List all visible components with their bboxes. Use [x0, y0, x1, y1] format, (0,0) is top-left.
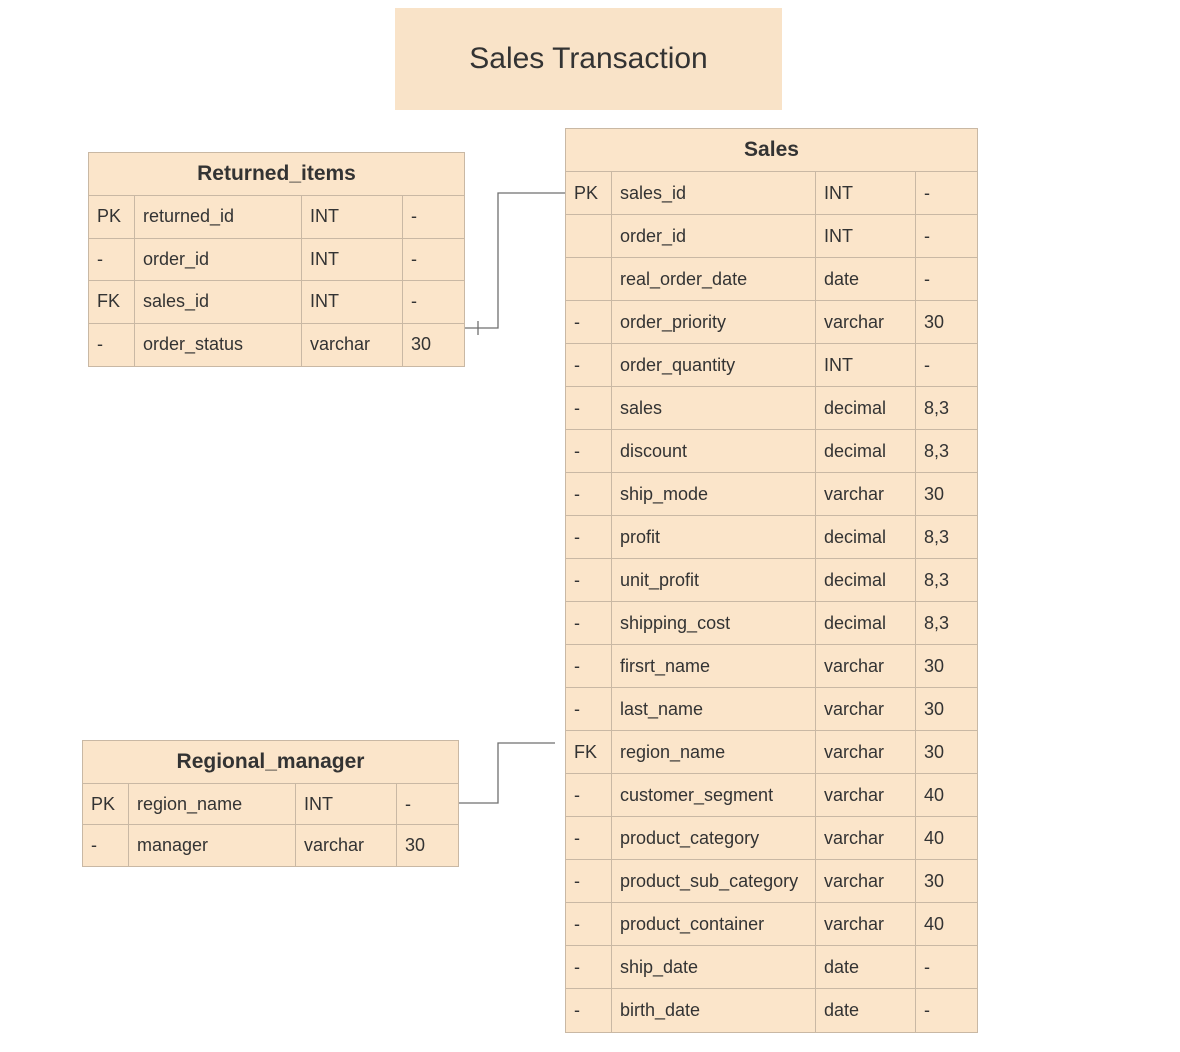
table-row — [566, 989, 977, 1032]
cell-type: varchar — [816, 903, 916, 945]
table-row — [89, 239, 464, 282]
table-row — [566, 473, 977, 516]
cell-field: ship_mode — [612, 473, 816, 515]
cell-field: sales_id — [612, 172, 816, 214]
table-row — [89, 324, 464, 367]
table-row — [566, 559, 977, 602]
cell-type: varchar — [302, 324, 403, 367]
table-row — [566, 430, 977, 473]
cell-field: real_order_date — [612, 258, 816, 300]
cell-size: 8,3 — [924, 612, 950, 633]
cell-key: FK — [89, 281, 135, 323]
cell-key: - — [83, 825, 129, 866]
cell-type: INT — [816, 215, 916, 257]
cell-type: decimal — [816, 559, 916, 601]
cell-field: unit_profit — [612, 559, 816, 601]
cell-type: INT — [302, 281, 403, 323]
cell-size: 30 — [924, 698, 945, 719]
cell-size: - — [924, 354, 930, 375]
cell-key: - — [566, 301, 612, 343]
cell-field: product_sub_category — [612, 860, 816, 902]
cell-key: - — [566, 946, 612, 988]
cell-type: date — [816, 258, 916, 300]
cell-type: decimal — [816, 516, 916, 558]
cell-field: order_status — [135, 324, 302, 367]
cell-field: sales — [612, 387, 816, 429]
cell-field: ship_date — [612, 946, 816, 988]
cell-type: varchar — [816, 473, 916, 515]
cell-type: INT — [296, 784, 397, 824]
cell-field: returned_id — [135, 196, 302, 238]
table-row — [566, 645, 977, 688]
table-row — [89, 196, 464, 239]
cell-field: order_priority — [612, 301, 816, 343]
cell-size: 30 — [411, 334, 432, 355]
cell-size: - — [924, 225, 930, 246]
cell-type: varchar — [296, 825, 397, 866]
connector-regional-manager-to-sales — [459, 743, 555, 803]
cell-field: sales_id — [135, 281, 302, 323]
cell-field: product_category — [612, 817, 816, 859]
cell-key — [566, 215, 612, 257]
cell-key: - — [566, 989, 612, 1032]
cell-key: PK — [566, 172, 612, 214]
cell-field: order_id — [612, 215, 816, 257]
cell-type: date — [816, 989, 916, 1032]
table-row — [566, 516, 977, 559]
cell-key: - — [566, 903, 612, 945]
cell-size: - — [924, 268, 930, 289]
cell-size: - — [924, 1000, 930, 1020]
cell-field: order_quantity — [612, 344, 816, 386]
cell-size: 8,3 — [924, 397, 950, 418]
cell-field: profit — [612, 516, 816, 558]
cell-key — [566, 258, 612, 300]
cell-type: varchar — [816, 817, 916, 859]
cell-size: 30 — [924, 870, 945, 891]
cell-key: PK — [89, 196, 135, 238]
entity-title: Returned_items — [89, 153, 464, 196]
cell-key: PK — [83, 784, 129, 824]
cell-key: - — [566, 860, 612, 902]
cell-key: - — [566, 473, 612, 515]
cell-field: region_name — [129, 784, 296, 824]
cell-size: 30 — [924, 311, 945, 332]
table-row — [566, 903, 977, 946]
cell-field: region_name — [612, 731, 816, 773]
table-row — [566, 301, 977, 344]
entity-rows — [83, 784, 458, 866]
table-row — [566, 387, 977, 430]
diagram-title: Sales Transaction — [395, 8, 782, 110]
cell-field: product_container — [612, 903, 816, 945]
cell-field: order_id — [135, 239, 302, 281]
cell-key: - — [566, 430, 612, 472]
table-row — [83, 784, 458, 825]
entity-returned-items — [88, 152, 465, 367]
cell-size: 8,3 — [924, 569, 950, 590]
cell-size: 8,3 — [924, 440, 950, 461]
cell-key: - — [566, 817, 612, 859]
table-row — [566, 946, 977, 989]
cell-key: - — [566, 645, 612, 687]
cell-field: shipping_cost — [612, 602, 816, 644]
cell-size: 30 — [405, 835, 426, 855]
table-row — [566, 602, 977, 645]
table-row — [566, 688, 977, 731]
cell-type: INT — [302, 239, 403, 281]
cell-size: 40 — [924, 827, 945, 848]
cell-size: - — [924, 182, 930, 203]
cell-size: - — [405, 793, 411, 814]
cell-key: - — [89, 239, 135, 281]
cell-key: - — [566, 602, 612, 644]
table-row — [89, 281, 464, 324]
cell-key: - — [89, 324, 135, 367]
cell-key: - — [566, 344, 612, 386]
table-row — [566, 344, 977, 387]
cell-type: INT — [816, 344, 916, 386]
cell-size: - — [924, 956, 930, 977]
entity-rows — [566, 172, 977, 1032]
cell-type: varchar — [816, 301, 916, 343]
cell-field: manager — [129, 825, 296, 866]
cell-field: birth_date — [612, 989, 816, 1032]
cell-type: varchar — [816, 731, 916, 773]
entity-title: Sales — [566, 129, 977, 172]
cell-key: - — [566, 559, 612, 601]
cell-type: decimal — [816, 430, 916, 472]
entity-sales — [565, 128, 978, 1033]
table-row — [566, 774, 977, 817]
cell-type: INT — [302, 196, 403, 238]
cell-key: FK — [566, 731, 612, 773]
cell-field: firsrt_name — [612, 645, 816, 687]
cell-size: - — [411, 248, 417, 269]
table-row — [83, 825, 458, 866]
cell-type: date — [816, 946, 916, 988]
cell-key: - — [566, 688, 612, 730]
table-row — [566, 817, 977, 860]
table-row — [566, 172, 977, 215]
cell-size: - — [411, 291, 417, 312]
cell-field: discount — [612, 430, 816, 472]
cell-type: varchar — [816, 688, 916, 730]
cell-field: customer_segment — [612, 774, 816, 816]
cell-size: 40 — [924, 913, 945, 934]
cell-type: varchar — [816, 860, 916, 902]
cell-type: varchar — [816, 645, 916, 687]
table-row — [566, 215, 977, 258]
entity-title: Regional_manager — [83, 741, 458, 784]
cell-size: 30 — [924, 741, 945, 762]
cell-type: decimal — [816, 602, 916, 644]
cell-key: - — [566, 387, 612, 429]
table-row — [566, 860, 977, 903]
entity-rows — [89, 196, 464, 366]
cell-key: - — [566, 774, 612, 816]
cell-size: - — [411, 206, 417, 227]
entity-regional-manager — [82, 740, 459, 867]
cell-size: 8,3 — [924, 526, 950, 547]
cell-key: - — [566, 516, 612, 558]
cell-size: 40 — [924, 784, 945, 805]
table-row — [566, 731, 977, 774]
cell-type: decimal — [816, 387, 916, 429]
cell-size: 30 — [924, 483, 945, 504]
table-row — [566, 258, 977, 301]
cell-type: INT — [816, 172, 916, 214]
cell-type: varchar — [816, 774, 916, 816]
cell-field: last_name — [612, 688, 816, 730]
connector-returned-items-to-sales — [465, 193, 565, 328]
cell-size: 30 — [924, 655, 945, 676]
